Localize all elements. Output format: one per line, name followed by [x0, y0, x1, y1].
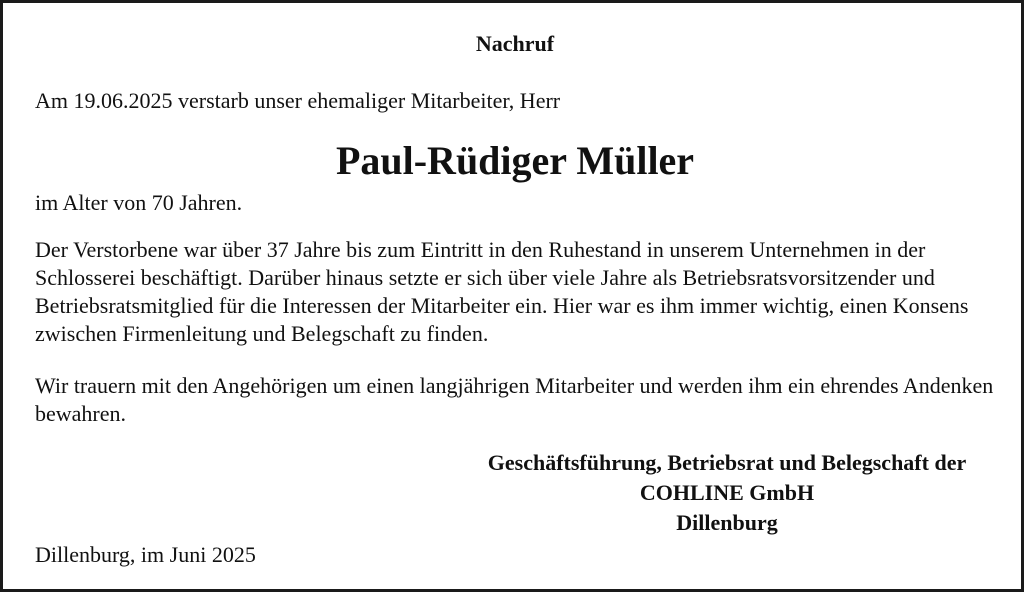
- signature-line-senders: Geschäftsführung, Betriebsrat und Belegschaft der: [487, 450, 967, 475]
- tribute-paragraph: Der Verstorbene war über 37 Jahre bis zum Eintritt in den Ruhestand in unserem Unternehmen in der Schlosserei beschäftigt. Darüber hinaus setzte er sich über viele Jahre als Betriebsratsvorsitzender und Betriebsratsmitglied für die Interessen der Mitarbeiter ein. Hier war es ihm immer wichtig, einen Konsens zwischen Firmenleitung und Belegschaft zu finden.: [35, 237, 969, 346]
- signature-line-company: COHLINE GmbH: [639, 480, 815, 505]
- age-line: im Alter von 70 Jahren.: [35, 190, 243, 215]
- signature-line-city: Dillenburg: [676, 510, 778, 535]
- notice-heading: Nachruf: [475, 31, 555, 56]
- intro-line: Am 19.06.2025 verstarb unser ehemaliger Mitarbeiter, Herr: [35, 88, 561, 113]
- signature-block: [443, 448, 1011, 538]
- place-and-date: Dillenburg, im Juni 2025: [35, 542, 256, 567]
- condolence-paragraph: Wir trauern mit den Angehörigen um einen langjährigen Mitarbeiter und werden ihm ein ehrendes Andenken bewahren.: [35, 373, 994, 426]
- deceased-name: Paul-Rüdiger Müller: [335, 138, 695, 183]
